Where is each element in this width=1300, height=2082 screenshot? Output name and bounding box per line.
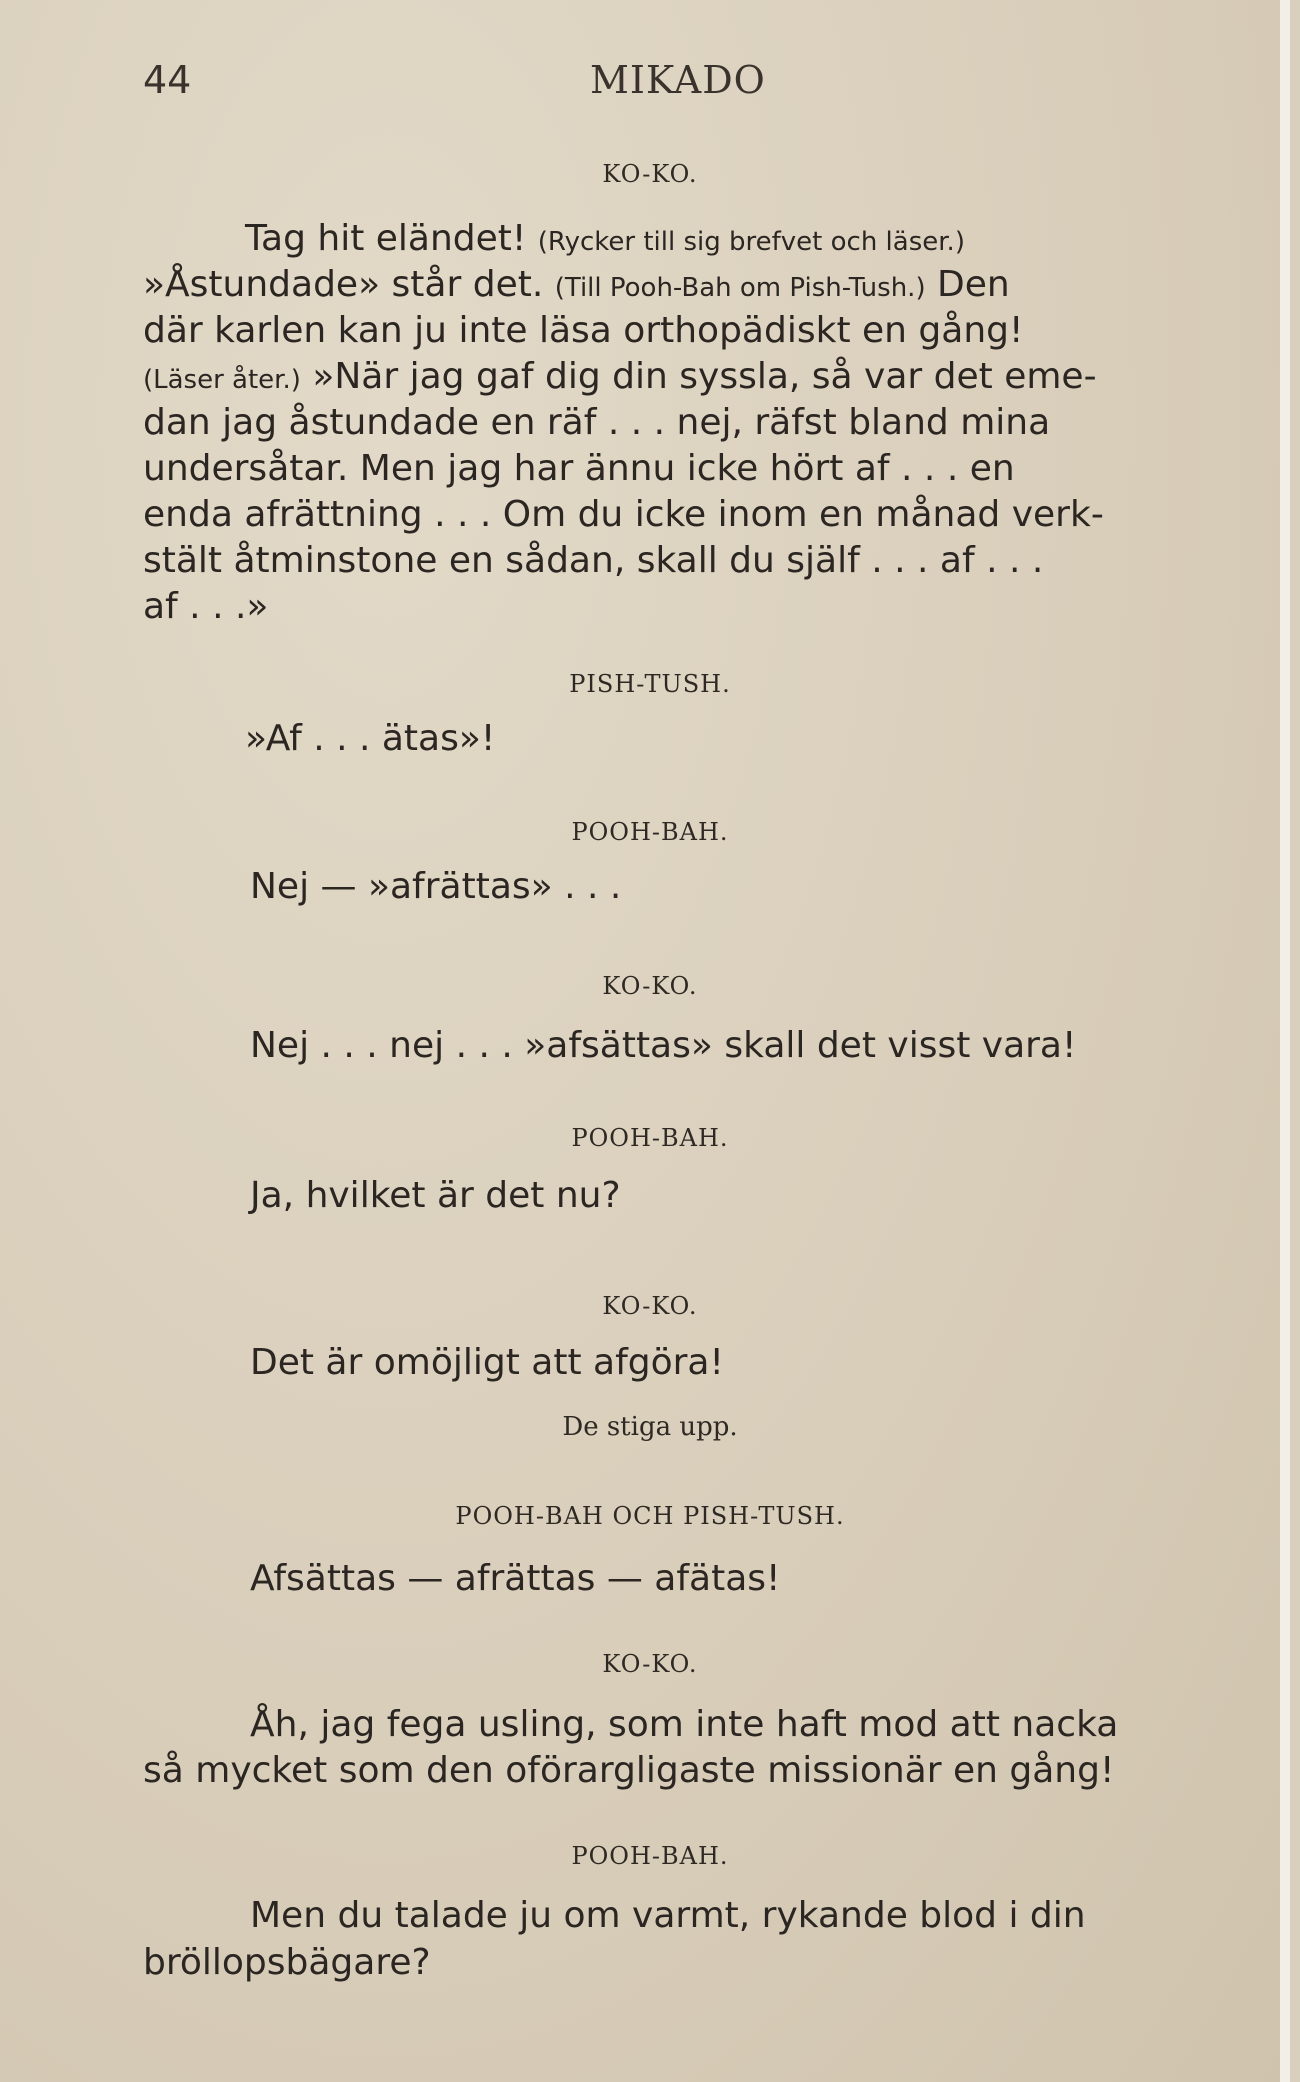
- speaker-label: PISH-TUSH.: [569, 670, 731, 698]
- speaker-label: POOH-BAH.: [571, 818, 729, 846]
- stage-direction: De stiga upp.: [562, 1412, 738, 1442]
- page-number: 44: [143, 58, 192, 102]
- dialogue-line: Nej — »afrättas» . . .: [250, 866, 622, 907]
- dialogue-line: bröllopsbägare?: [143, 1942, 431, 1983]
- dialogue-line: där karlen kan ju inte läsa orthopädiskt en gång!: [143, 310, 1024, 351]
- dialogue-line: af . . .»: [143, 586, 269, 627]
- dialogue-line: Men du talade ju om varmt, rykande blod i din: [250, 1895, 1086, 1936]
- dialogue-line: Nej . . . nej . . . »afsättas» skall det visst vara!: [250, 1025, 1077, 1066]
- speaker-label: POOH-BAH.: [571, 1842, 729, 1870]
- dialogue-line: Afsättas — afrättas — afätas!: [250, 1558, 781, 1599]
- speaker-label: POOH-BAH OCH PISH-TUSH.: [455, 1502, 845, 1530]
- dialogue-line: dan jag åstundade en räf . . . nej, räfst bland mina: [143, 402, 1051, 443]
- scan-edge: [1280, 0, 1290, 2082]
- dialogue-line: enda afrättning . . . Om du icke inom en månad verk-: [143, 494, 1104, 535]
- dialogue-line: »Åstundade» står det. (Till Pooh-Bah om Pish-Tush.) Den: [143, 264, 1010, 305]
- stage-direction: (Rycker till sig brefvet och läser.): [537, 227, 965, 257]
- speaker-label: KO-KO.: [602, 1292, 698, 1320]
- speaker-label: POOH-BAH.: [571, 1124, 729, 1152]
- stage-direction: (Läser åter.): [143, 365, 301, 395]
- dialogue-line: Tag hit eländet! (Rycker till sig brefvet och läser.): [245, 218, 965, 259]
- speaker-label: KO-KO.: [602, 972, 698, 1000]
- dialogue-line: Ja, hvilket är det nu?: [250, 1175, 621, 1216]
- dialogue-line: undersåtar. Men jag har ännu icke hört af . . . en: [143, 448, 1015, 489]
- speaker-label: KO-KO.: [602, 1650, 698, 1678]
- dialogue-line: (Läser åter.) »När jag gaf dig din syssla, så var det eme-: [143, 356, 1097, 397]
- dialogue-line: Åh, jag fega usling, som inte haft mod att nacka: [250, 1704, 1119, 1745]
- speaker-label: KO-KO.: [602, 160, 698, 188]
- dialogue-line: Det är omöjligt att afgöra!: [250, 1342, 724, 1383]
- stage-direction: (Till Pooh-Bah om Pish-Tush.): [554, 273, 926, 303]
- dialogue-line: »Af . . . ätas»!: [245, 718, 496, 759]
- running-head: MIKADO: [590, 58, 766, 102]
- dialogue-line: stält åtminstone en sådan, skall du själf . . . af . . .: [143, 540, 1044, 581]
- dialogue-line: så mycket som den oförargligaste missionär en gång!: [143, 1750, 1115, 1791]
